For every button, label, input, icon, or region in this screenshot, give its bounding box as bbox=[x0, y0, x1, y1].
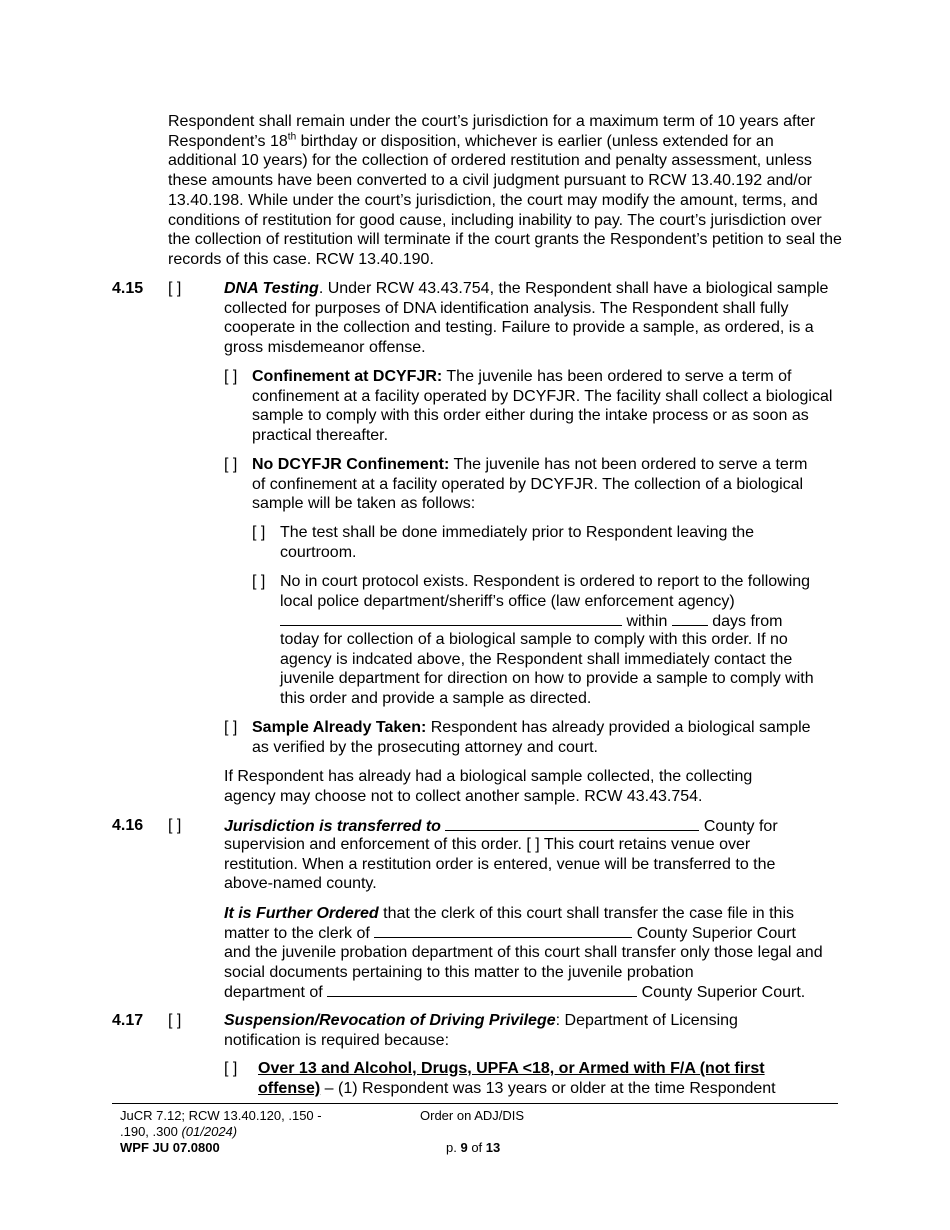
jurisdiction-paragraph: Respondent shall remain under the court’s jurisdiction for a maximum term of 10 years after Respondent’s 18th birthday or disposition, whichever is earlier (unless extended for an additional 10 years) for the collection of ordered restitution and penalty assessment, unless these amounts have been converted to a civil judgment pursuant to RCW 13.40.192 and/or 13.40.198. While under the court’s jurisdiction, the court may modify the amount, terms, and conditions of restitution for good cause, including inability to pay. The court’s jurisdiction over the collection of restitution will terminate if the court grants the Respondent’s petition to seal the records of this case. RCW 13.40.190. bbox=[168, 113, 842, 268]
over-13-paragraph: Over 13 and Alcohol, Drugs, UPFA <18, or Armed with F/A (not first offense) – (1) Respondent was 13 years or older at the time Respondent bbox=[258, 1060, 776, 1097]
checkbox-test-in-court[interactable]: [ ] bbox=[252, 524, 266, 541]
sample-taken-paragraph: Sample Already Taken: Respondent has already provided a biological sample as verified by the prosecuting attorney and court. bbox=[252, 719, 811, 756]
transfer-line: Jurisdiction is transferred to County for bbox=[224, 818, 778, 835]
footer-title: Order on ADJ/DIS bbox=[420, 1108, 525, 1123]
transfer-title: Jurisdiction is transferred to bbox=[224, 818, 441, 835]
footer-rule-citation: JuCR 7.12; RCW 13.40.120, .150 - .190, .300 (01/2024) WPF JU 07.0800 bbox=[120, 1108, 380, 1156]
checkbox-4-17[interactable]: [ ] bbox=[168, 1012, 182, 1029]
days-blank[interactable] bbox=[672, 611, 708, 626]
checkbox-4-15[interactable]: [ ] bbox=[168, 280, 182, 297]
checkbox-confinement[interactable]: [ ] bbox=[224, 368, 238, 385]
checkbox-over-13[interactable]: [ ] bbox=[224, 1060, 238, 1077]
driving-privilege-paragraph: Suspension/Revocation of Driving Privilege: Department of Licensing notification is required because: bbox=[224, 1012, 738, 1049]
dna-testing-paragraph: DNA Testing. Under RCW 43.43.754, the Respondent shall have a biological sample collected for purposes of DNA identification analysis. The Respondent shall fully cooperate in the collection and testing. Failure to provide a sample, as ordered, is a gross misdemeanor offense. bbox=[224, 280, 829, 357]
further-ordered-line: It is Further Ordered that the clerk of this court shall transfer the case file in this bbox=[224, 905, 795, 922]
section-number-4-16: 4.16 bbox=[112, 817, 144, 834]
clerk-county-blank[interactable] bbox=[374, 923, 632, 938]
department-line: department of County Superior Court. bbox=[224, 984, 806, 1001]
probation-paragraph: and the juvenile probation department of this court shall transfer only those legal and social documents pertaining to this matter to the juvenile probation bbox=[224, 944, 823, 981]
form-id: WPF JU 07.0800 bbox=[120, 1140, 220, 1155]
checkbox-4-16[interactable]: [ ] bbox=[168, 817, 182, 834]
no-protocol-continued: today for collection of a biological sample to comply with this order. If no agency is indcated above, the Respondent shall immediately contact the juvenile department for direction on how to provide a sample to comply with this order and provide a sample as directed. bbox=[280, 631, 814, 708]
agency-line: within days from bbox=[280, 611, 840, 632]
footer-divider bbox=[112, 1103, 838, 1104]
transfer-county-blank[interactable] bbox=[445, 816, 699, 831]
transfer-paragraph: supervision and enforcement of this order. [ ] This court retains venue over restitution. When a restitution order is entered, venue will be transferred to the above-named county. bbox=[224, 836, 776, 893]
checkbox-no-protocol[interactable]: [ ] bbox=[252, 573, 266, 590]
page-number: p. 9 of 13 bbox=[446, 1140, 501, 1155]
checkbox-sample-taken[interactable]: [ ] bbox=[224, 719, 238, 736]
checkbox-no-confinement[interactable]: [ ] bbox=[224, 456, 238, 473]
sample-note: If Respondent has already had a biological sample collected, the collecting agency may choose not to collect another sample. RCW 43.43.754. bbox=[224, 768, 753, 805]
section-number-4-15: 4.15 bbox=[112, 280, 144, 297]
section-number-4-17: 4.17 bbox=[112, 1012, 144, 1029]
agency-blank[interactable] bbox=[280, 611, 622, 626]
test-in-court-paragraph: The test shall be done immediately prior to Respondent leaving the courtroom. bbox=[280, 524, 755, 561]
confinement-paragraph: Confinement at DCYFJR: The juvenile has been ordered to serve a term of confinement at a facility operated by DCYFJR. The facility shall collect a biological sample to comply with this order either during the intake process or as soon as practical thereafter. bbox=[252, 368, 833, 445]
no-confinement-paragraph: No DCYFJR Confinement: The juvenile has not been ordered to serve a term of confinement at a facility operated by DCYFJR. The collection of a biological sample will be taken as follows: bbox=[252, 456, 808, 513]
no-protocol-paragraph: No in court protocol exists. Respondent is ordered to report to the following local police department/sheriff’s office (law enforcement agency) bbox=[280, 573, 811, 610]
dna-testing-title: DNA Testing bbox=[224, 280, 319, 297]
clerk-line: matter to the clerk of County Superior Court bbox=[224, 925, 796, 942]
department-county-blank[interactable] bbox=[327, 982, 637, 997]
